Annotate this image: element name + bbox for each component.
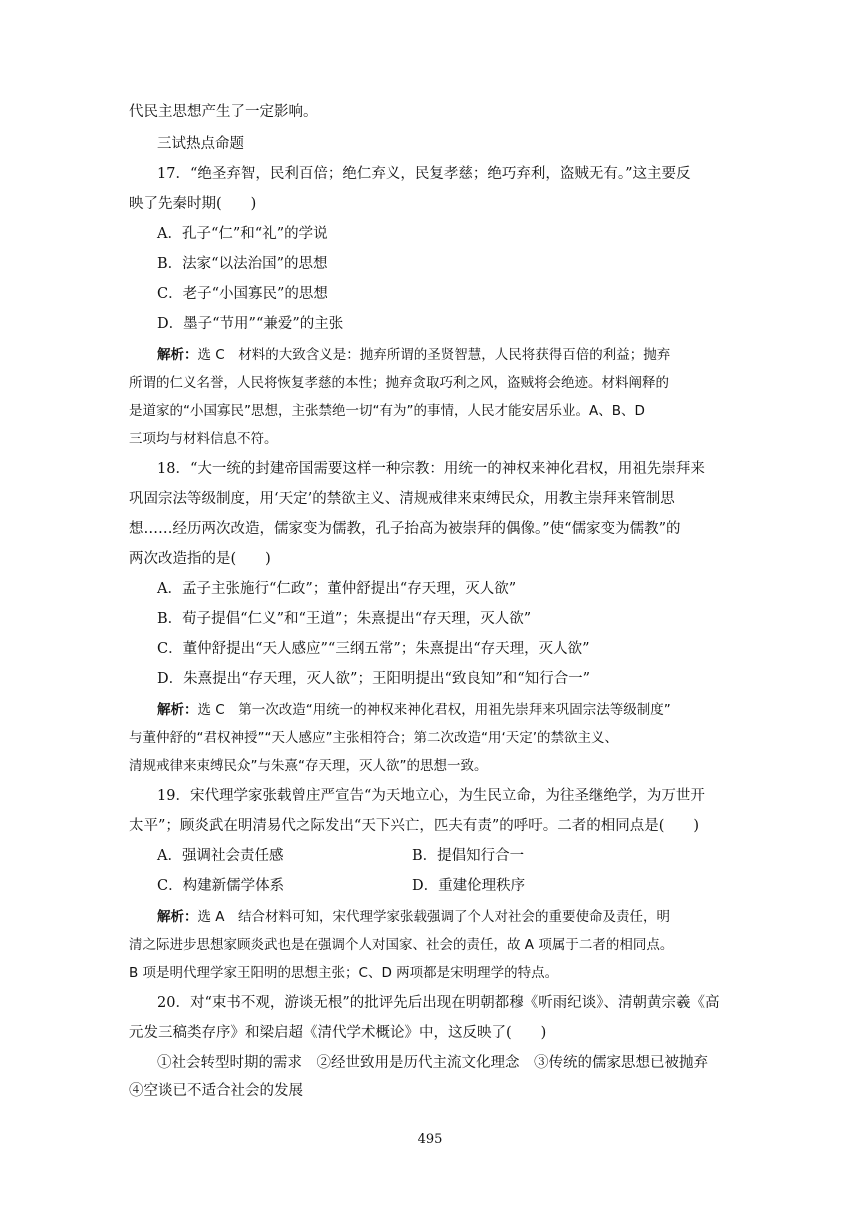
question-18-analysis-cont: 清规戒律来束缚民众”与朱熹“存天理，灭人欲”的思想一致。 — [129, 758, 488, 774]
question-19-analysis-cont: 清之际进步思想家顾炎武也是在强调个人对国家、社会的责任，故 A 项属于二者的相同点。 — [129, 937, 674, 953]
question-19-stem: 19．宋代理学家张载曾庄严宣告“为天地立心，为生民立命，为往圣继绝学，为万世开 — [157, 788, 705, 804]
question-17-analysis-cont: 是道家的“小国寡民”思想，主张禁绝一切“有为”的事情，人民才能安居乐业。A、B、D — [129, 403, 645, 419]
page-number: 495 — [417, 1132, 443, 1147]
question-18-option-d: D．朱熹提出“存天理，灭人欲”；王阳明提出“致良知”和“知行合一” — [157, 671, 591, 687]
question-20-choices-cont: ④空谈已不适合社会的发展 — [129, 1083, 303, 1099]
question-20-stem: 20．对“束书不观，游谈无根”的批评先后出现在明朝都穆《听雨纪谈》、清朝黄宗羲《高 — [157, 995, 720, 1011]
question-18-analysis-cont: 与董仲舒的“君权神授”“天人感应”主张相符合；第二次改造“用‘天定’的禁欲主义、 — [129, 730, 619, 746]
analysis-label: 解析： — [157, 347, 198, 363]
question-18-option-c: C．董仲舒提出“天人感应”“三纲五常”；朱熹提出“存天理，灭人欲” — [157, 641, 590, 657]
question-17-stem-cont: 映了先秦时期( ) — [129, 196, 257, 212]
question-17-option-c: C．老子“小国寡民”的思想 — [157, 286, 328, 302]
question-18-option-a: A．孟子主张施行“仁政”；董仲舒提出“存天理，灭人欲” — [157, 581, 517, 597]
question-19-option-c: C．构建新儒学体系 — [157, 878, 285, 894]
question-19-option-d: D．重建伦理秩序 — [412, 878, 526, 894]
analysis-text: 选 C 第一次改造“用统一的神权来神化君权，用祖先崇拜来巩固宗法等级制度” — [197, 702, 671, 718]
question-17-option-b: B．法家“以法治国”的思想 — [157, 256, 328, 272]
question-18-stem-cont: 想……经历两次改造，儒家变为儒教，孔子抬高为被崇拜的偶像。”使“儒家变为儒教”的 — [129, 521, 681, 537]
question-18-analysis — [157, 700, 671, 720]
question-17-analysis-cont: 三项均与材料信息不符。 — [129, 431, 278, 447]
question-19-analysis — [157, 907, 670, 927]
question-19-stem-cont: 太平”；顾炎武在明清易代之际发出“天下兴亡，匹夫有责”的呼吁。二者的相同点是( ) — [129, 818, 700, 834]
analysis-text: 选 C 材料的大致含义是：抛弃所谓的圣贤智慧，人民将获得百倍的利益；抛弃 — [197, 347, 671, 363]
analysis-text: 选 A 结合材料可知，宋代理学家张载强调了个人对社会的重要使命及责任，明 — [197, 909, 671, 925]
analysis-label: 解析： — [157, 702, 198, 718]
question-20-choices: ①社会转型时期的需求 ②经世致用是历代主流文化理念 ③传统的儒家思想已被抛弃 — [157, 1055, 708, 1071]
question-20-stem-cont: 元发三稿类存序》和梁启超《清代学术概论》中，这反映了( ) — [129, 1025, 547, 1041]
question-19-options-cd — [157, 876, 526, 896]
question-19-analysis-cont: B 项是明代理学家王阳明的思想主张；C、D 两项都是宋明理学的特点。 — [129, 965, 559, 981]
question-19-options-ab — [157, 846, 525, 866]
question-19-option-a: A．强调社会责任感 — [157, 848, 284, 864]
question-17-option-a: A．孔子“仁”和“礼”的学说 — [157, 226, 328, 242]
section-heading: 三试热点命题 — [157, 136, 244, 152]
question-17-stem: 17．“绝圣弃智，民利百倍；绝仁弃义，民复孝慈；绝巧弃利，盗贼无有。”这主要反 — [157, 166, 691, 182]
question-18-stem-cont: 两次改造指的是( ) — [129, 551, 271, 567]
question-18-stem-cont: 巩固宗法等级制度，用‘天定’的禁欲主义、清规戒律来束缚民众，用教主崇拜来管制思 — [129, 491, 675, 507]
question-19-option-b: B．提倡知行合一 — [412, 848, 525, 864]
text-line: 代民主思想产生了一定影响。 — [129, 104, 318, 120]
question-18-option-b: B．荀子提倡“仁义”和“王道”；朱熹提出“存天理，灭人欲” — [157, 611, 532, 627]
question-18-stem: 18．“大一统的封建帝国需要这样一种宗教：用统一的神权来神化君权，用祖先崇拜来 — [157, 461, 705, 477]
question-17-analysis — [157, 345, 670, 365]
question-17-analysis-cont: 所谓的仁义名誉，人民将恢复孝慈的本性；抛弃贪取巧利之风，盗贼将会绝迹。材料阐释的 — [129, 375, 669, 391]
question-17-option-d: D．墨子“节用”“兼爱”的主张 — [157, 316, 344, 332]
analysis-label: 解析： — [157, 909, 198, 925]
